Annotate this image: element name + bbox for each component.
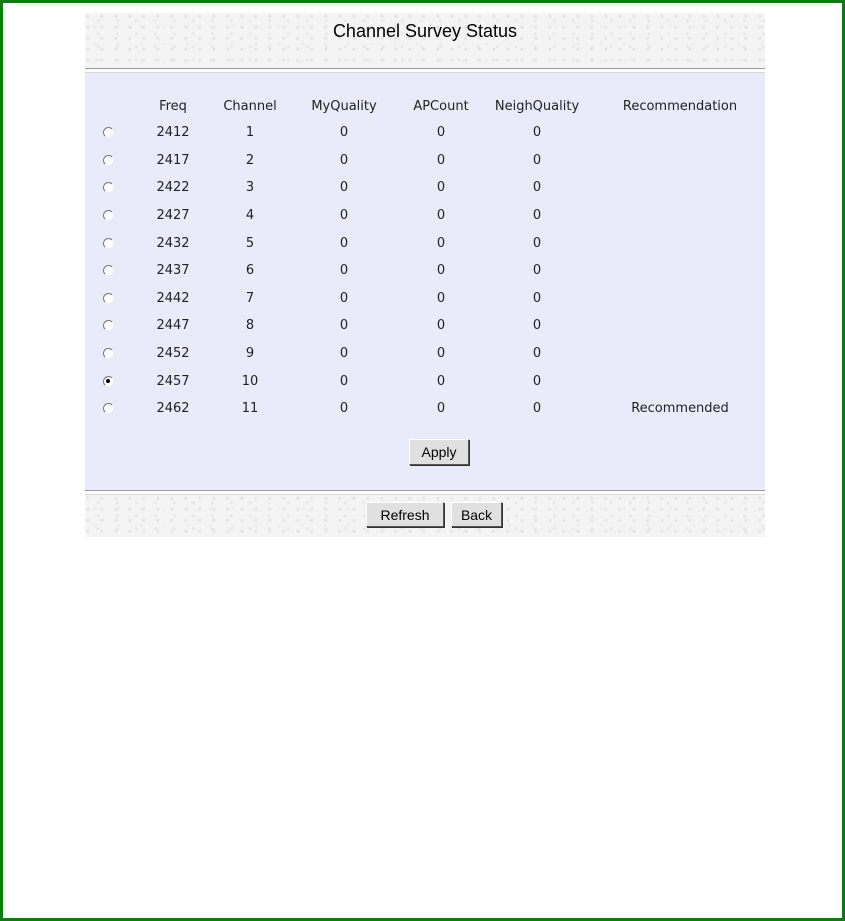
ap-count-cell: 0 <box>436 373 446 389</box>
table-header-row <box>85 93 765 119</box>
channel-radio[interactable] <box>103 403 114 414</box>
recommendation-cell <box>595 202 765 230</box>
freq-cell: 2432 <box>156 235 190 251</box>
my-quality-cell: 0 <box>339 180 349 196</box>
select-cell <box>85 119 131 147</box>
ap-count-cell: 0 <box>436 290 446 306</box>
channel-survey-panel <box>85 13 765 537</box>
channel-radio[interactable] <box>103 182 114 193</box>
footer-band <box>85 495 765 537</box>
header-band <box>85 13 765 68</box>
recommendation-cell: Recommended <box>631 401 729 417</box>
channel-cell: 2 <box>245 152 255 168</box>
neigh-quality-cell: 0 <box>532 208 542 224</box>
refresh-button[interactable]: Refresh <box>366 502 444 527</box>
channel-radio[interactable] <box>103 320 114 331</box>
table-row <box>85 202 765 230</box>
my-quality-cell: 0 <box>339 208 349 224</box>
survey-table-area <box>85 73 765 490</box>
ap-count-cell: 0 <box>436 125 446 141</box>
channel-radio[interactable] <box>103 127 114 138</box>
table-row <box>85 340 765 368</box>
neigh-quality-cell: 0 <box>532 235 542 251</box>
channel-radio[interactable] <box>103 265 114 276</box>
channel-cell: 4 <box>245 208 255 224</box>
my-quality-cell: 0 <box>339 125 349 141</box>
freq-cell: 2452 <box>156 346 190 362</box>
table-row <box>85 312 765 340</box>
table-row <box>85 147 765 175</box>
table-row <box>85 367 765 395</box>
neigh-quality-cell: 0 <box>532 346 542 362</box>
header-recommendation: Recommendation <box>622 98 738 114</box>
table-row <box>85 257 765 285</box>
channel-cell: 7 <box>245 290 255 306</box>
table-row <box>85 285 765 313</box>
freq-cell: 2417 <box>156 152 190 168</box>
header-my-quality: MyQuality <box>311 98 377 114</box>
table-row <box>85 174 765 202</box>
channel-cell: 10 <box>241 373 259 389</box>
channel-cell: 9 <box>245 346 255 362</box>
freq-cell: 2447 <box>156 318 190 334</box>
my-quality-cell: 0 <box>339 290 349 306</box>
ap-count-cell: 0 <box>436 208 446 224</box>
my-quality-cell: 0 <box>339 263 349 279</box>
table-body <box>85 119 765 423</box>
header-neigh-quality: NeighQuality <box>494 98 580 114</box>
neigh-quality-cell: 0 <box>532 180 542 196</box>
channel-cell: 11 <box>241 401 259 417</box>
my-quality-cell: 0 <box>339 373 349 389</box>
channel-radio[interactable] <box>103 293 114 304</box>
select-cell <box>85 312 131 340</box>
freq-cell: 2442 <box>156 290 190 306</box>
recommendation-cell <box>595 340 765 368</box>
neigh-quality-cell: 0 <box>532 290 542 306</box>
my-quality-cell: 0 <box>339 152 349 168</box>
freq-cell: 2427 <box>156 208 190 224</box>
channel-radio[interactable] <box>103 348 114 359</box>
page-title: Channel Survey Status <box>332 21 518 41</box>
channel-cell: 1 <box>245 125 255 141</box>
channel-radio[interactable] <box>103 155 114 166</box>
table-row <box>85 395 765 423</box>
ap-count-cell: 0 <box>436 152 446 168</box>
header-channel: Channel <box>223 98 277 114</box>
select-cell <box>85 340 131 368</box>
channel-radio[interactable] <box>103 376 114 387</box>
channel-cell: 8 <box>245 318 255 334</box>
channel-radio[interactable] <box>103 238 114 249</box>
freq-cell: 2437 <box>156 263 190 279</box>
ap-count-cell: 0 <box>436 346 446 362</box>
table-row <box>85 119 765 147</box>
header-ap-count: APCount <box>413 98 469 114</box>
neigh-quality-cell: 0 <box>532 373 542 389</box>
back-button[interactable]: Back <box>451 502 502 527</box>
select-cell <box>85 257 131 285</box>
recommendation-cell <box>595 285 765 313</box>
apply-button[interactable]: Apply <box>409 439 469 465</box>
table-row <box>85 229 765 257</box>
select-cell <box>85 174 131 202</box>
my-quality-cell: 0 <box>339 318 349 334</box>
neigh-quality-cell: 0 <box>532 318 542 334</box>
neigh-quality-cell: 0 <box>532 401 542 417</box>
channel-survey-table <box>85 93 765 423</box>
my-quality-cell: 0 <box>339 401 349 417</box>
my-quality-cell: 0 <box>339 235 349 251</box>
freq-cell: 2412 <box>156 125 190 141</box>
freq-cell: 2457 <box>156 373 190 389</box>
neigh-quality-cell: 0 <box>532 125 542 141</box>
select-cell <box>85 147 131 175</box>
recommendation-cell <box>595 119 765 147</box>
select-cell <box>85 367 131 395</box>
select-cell <box>85 285 131 313</box>
ap-count-cell: 0 <box>436 318 446 334</box>
ap-count-cell: 0 <box>436 401 446 417</box>
channel-cell: 3 <box>245 180 255 196</box>
select-cell <box>85 229 131 257</box>
recommendation-cell <box>595 174 765 202</box>
recommendation-cell <box>595 367 765 395</box>
recommendation-cell <box>595 147 765 175</box>
neigh-quality-cell: 0 <box>532 152 542 168</box>
recommendation-cell <box>595 312 765 340</box>
neigh-quality-cell: 0 <box>532 263 542 279</box>
channel-radio[interactable] <box>103 210 114 221</box>
freq-cell: 2422 <box>156 180 190 196</box>
header-freq: Freq <box>159 98 187 114</box>
ap-count-cell: 0 <box>436 180 446 196</box>
ap-count-cell: 0 <box>436 235 446 251</box>
channel-cell: 5 <box>245 235 255 251</box>
recommendation-cell <box>595 229 765 257</box>
channel-cell: 6 <box>245 263 255 279</box>
my-quality-cell: 0 <box>339 346 349 362</box>
ap-count-cell: 0 <box>436 263 446 279</box>
select-cell <box>85 202 131 230</box>
select-cell <box>85 395 131 423</box>
header-select <box>85 93 131 119</box>
recommendation-cell <box>595 257 765 285</box>
freq-cell: 2462 <box>156 401 190 417</box>
